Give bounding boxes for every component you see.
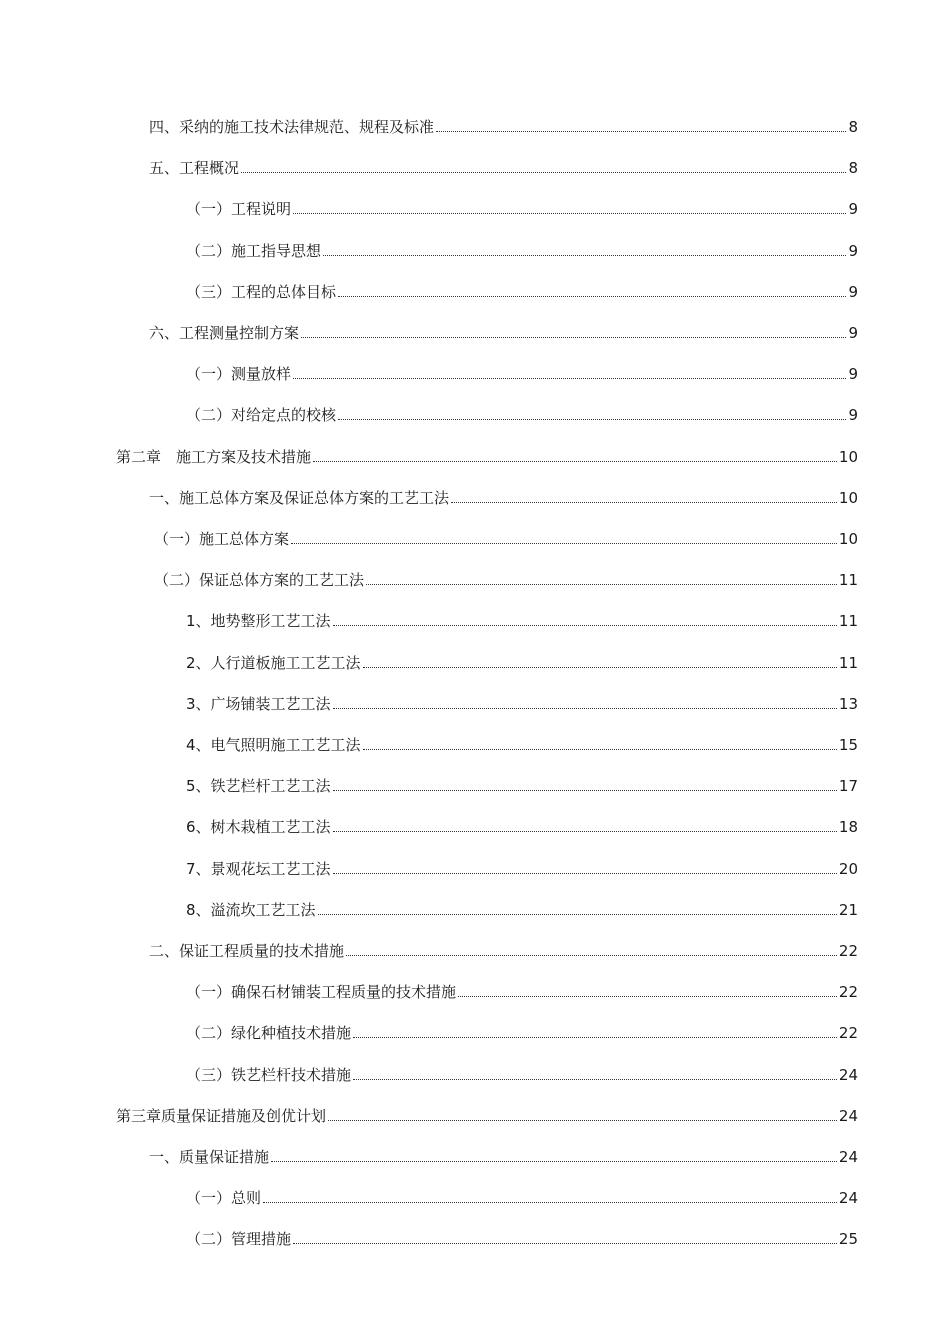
toc-entry[interactable] [186,733,858,755]
toc-entry-page-number: 10 [838,447,858,466]
toc-entry-page-number: 22 [838,983,858,1002]
toc-entry[interactable] [149,321,858,343]
toc-entry-title: 四、采纳的施工技术法律规范、规程及标准 [149,118,435,136]
toc-entry-title: 5、铁艺栏杆工艺工法 [186,777,331,796]
toc-dot-leader [333,789,837,791]
toc-entry-title: 第三章质量保证措施及创优计划 [116,1106,327,1125]
toc-entry-page-number: 9 [848,200,858,219]
toc-entry-page-number: 20 [838,859,858,878]
toc-entry[interactable] [116,445,858,467]
toc-entry-title: 一、质量保证措施 [149,1148,270,1166]
toc-entry-title: （二）对给定点的校核 [186,406,337,425]
toc-entry-title: 6、树木栽植工艺工法 [186,818,331,837]
toc-entry-page-number: 9 [848,282,858,301]
toc-entry[interactable] [149,156,858,178]
toc-entry-title: 8、溢流坎工艺工法 [186,900,316,919]
toc-entry[interactable] [154,527,858,549]
toc-dot-leader [313,460,837,462]
toc-dot-leader [263,1201,837,1203]
toc-entry-page-number: 15 [838,736,858,754]
toc-entry-page-number: 25 [838,1230,858,1249]
toc-entry-page-number: 13 [838,694,858,713]
toc-entry[interactable] [186,1227,858,1249]
toc-entry-page-number: 9 [848,365,858,384]
toc-entry-page-number: 10 [838,488,858,507]
toc-entry-title: 一、施工总体方案及保证总体方案的工艺工法 [149,488,450,507]
toc-entry[interactable] [186,980,858,1002]
toc-dot-leader [291,542,837,544]
toc-entry[interactable] [116,1104,858,1126]
toc-entry[interactable] [186,609,858,631]
toc-dot-leader [293,377,846,379]
toc-entry-page-number: 18 [838,818,858,837]
toc-entry-page-number: 24 [838,1189,858,1208]
toc-dot-leader [436,130,846,132]
toc-entry-title: （一）确保石材铺装工程质量的技术措施 [186,983,457,1002]
toc-dot-leader [333,624,837,626]
toc-dot-leader [241,171,846,173]
toc-entry-page-number: 9 [848,241,858,260]
toc-entry-page-number: 17 [838,777,858,796]
toc-dot-leader [333,872,837,874]
toc-entry[interactable] [149,115,858,137]
toc-entry-page-number: 22 [838,942,858,960]
toc-entry[interactable] [186,403,858,425]
toc-dot-leader [353,1036,837,1038]
toc-entry[interactable] [154,568,858,590]
toc-dot-leader [293,212,846,214]
toc-entry-title: 2、人行道板施工工艺工法 [186,653,361,672]
toc-entry-page-number: 24 [838,1106,858,1125]
toc-dot-leader [346,954,837,956]
toc-entry-title: （二）管理措施 [186,1230,292,1249]
toc-entry[interactable] [186,280,858,302]
toc-entry-page-number: 10 [838,530,858,548]
toc-dot-leader [338,418,846,420]
toc-entry-title: （一）测量放样 [186,365,292,384]
toc-entry[interactable] [186,197,858,219]
toc-entry[interactable] [149,486,858,508]
toc-entry-title: （一）总则 [186,1189,262,1208]
toc-dot-leader [333,707,837,709]
toc-entry[interactable] [186,362,858,384]
toc-dot-leader [328,1119,837,1121]
toc-entry-page-number: 11 [838,571,858,590]
toc-entry-page-number: 9 [848,406,858,425]
toc-entry-title: 五、工程概况 [149,159,240,178]
toc-dot-leader [301,336,846,338]
toc-entry-page-number: 11 [838,653,858,672]
toc-entry[interactable] [186,857,858,879]
toc-entry[interactable] [149,1145,858,1167]
toc-entry-title: 二、保证工程质量的技术措施 [149,942,345,960]
toc-entry-title: （三）铁艺栏杆技术措施 [186,1065,352,1084]
toc-entry[interactable] [186,1186,858,1208]
toc-entry[interactable] [186,774,858,796]
toc-entry-title: 3、广场铺装工艺工法 [186,694,331,713]
toc-entry[interactable] [186,898,858,920]
toc-dot-leader [353,1078,837,1080]
toc-entry-page-number: 8 [848,159,858,178]
toc-entry-title: 7、景观花坛工艺工法 [186,859,331,878]
toc-dot-leader [458,995,837,997]
toc-entry-page-number: 9 [848,324,858,342]
toc-entry[interactable] [186,1063,858,1085]
toc-dot-leader [318,913,837,915]
toc-entry[interactable] [186,1021,858,1043]
toc-entry[interactable] [186,651,858,673]
toc-entry[interactable] [186,815,858,837]
toc-dot-leader [293,1242,837,1244]
toc-entry-title: （三）工程的总体目标 [186,282,337,301]
toc-dot-leader [366,583,837,585]
toc-dot-leader [363,748,837,750]
toc-entry-page-number: 11 [838,612,858,631]
toc-entry[interactable] [186,692,858,714]
toc-entry-title: 第二章 施工方案及技术措施 [116,447,312,466]
toc-entry-title: 1、地势整形工艺工法 [186,612,331,631]
toc-entry-title: （二）施工指导思想 [186,241,322,260]
toc-entry[interactable] [149,939,858,961]
toc-entry-page-number: 8 [848,118,858,136]
toc-entry-page-number: 22 [838,1024,858,1043]
toc-dot-leader [333,830,837,832]
toc-entry-page-number: 24 [838,1148,858,1166]
toc-entry-title: 六、工程测量控制方案 [149,324,300,342]
toc-dot-leader [271,1160,837,1162]
toc-entry-title: （二）绿化种植技术措施 [186,1024,352,1043]
toc-entry-title: （一）施工总体方案 [154,530,290,548]
toc-entry-title: （一）工程说明 [186,200,292,219]
toc-dot-leader [323,254,846,256]
toc-entry[interactable] [186,239,858,261]
toc-dot-leader [451,501,837,503]
toc-dot-leader [363,666,837,668]
toc-entry-page-number: 21 [838,900,858,919]
toc-entry-title: （二）保证总体方案的工艺工法 [154,571,365,590]
toc-entry-title: 4、电气照明施工工艺工法 [186,736,361,754]
toc-entry-page-number: 24 [838,1065,858,1084]
toc-dot-leader [338,295,846,297]
